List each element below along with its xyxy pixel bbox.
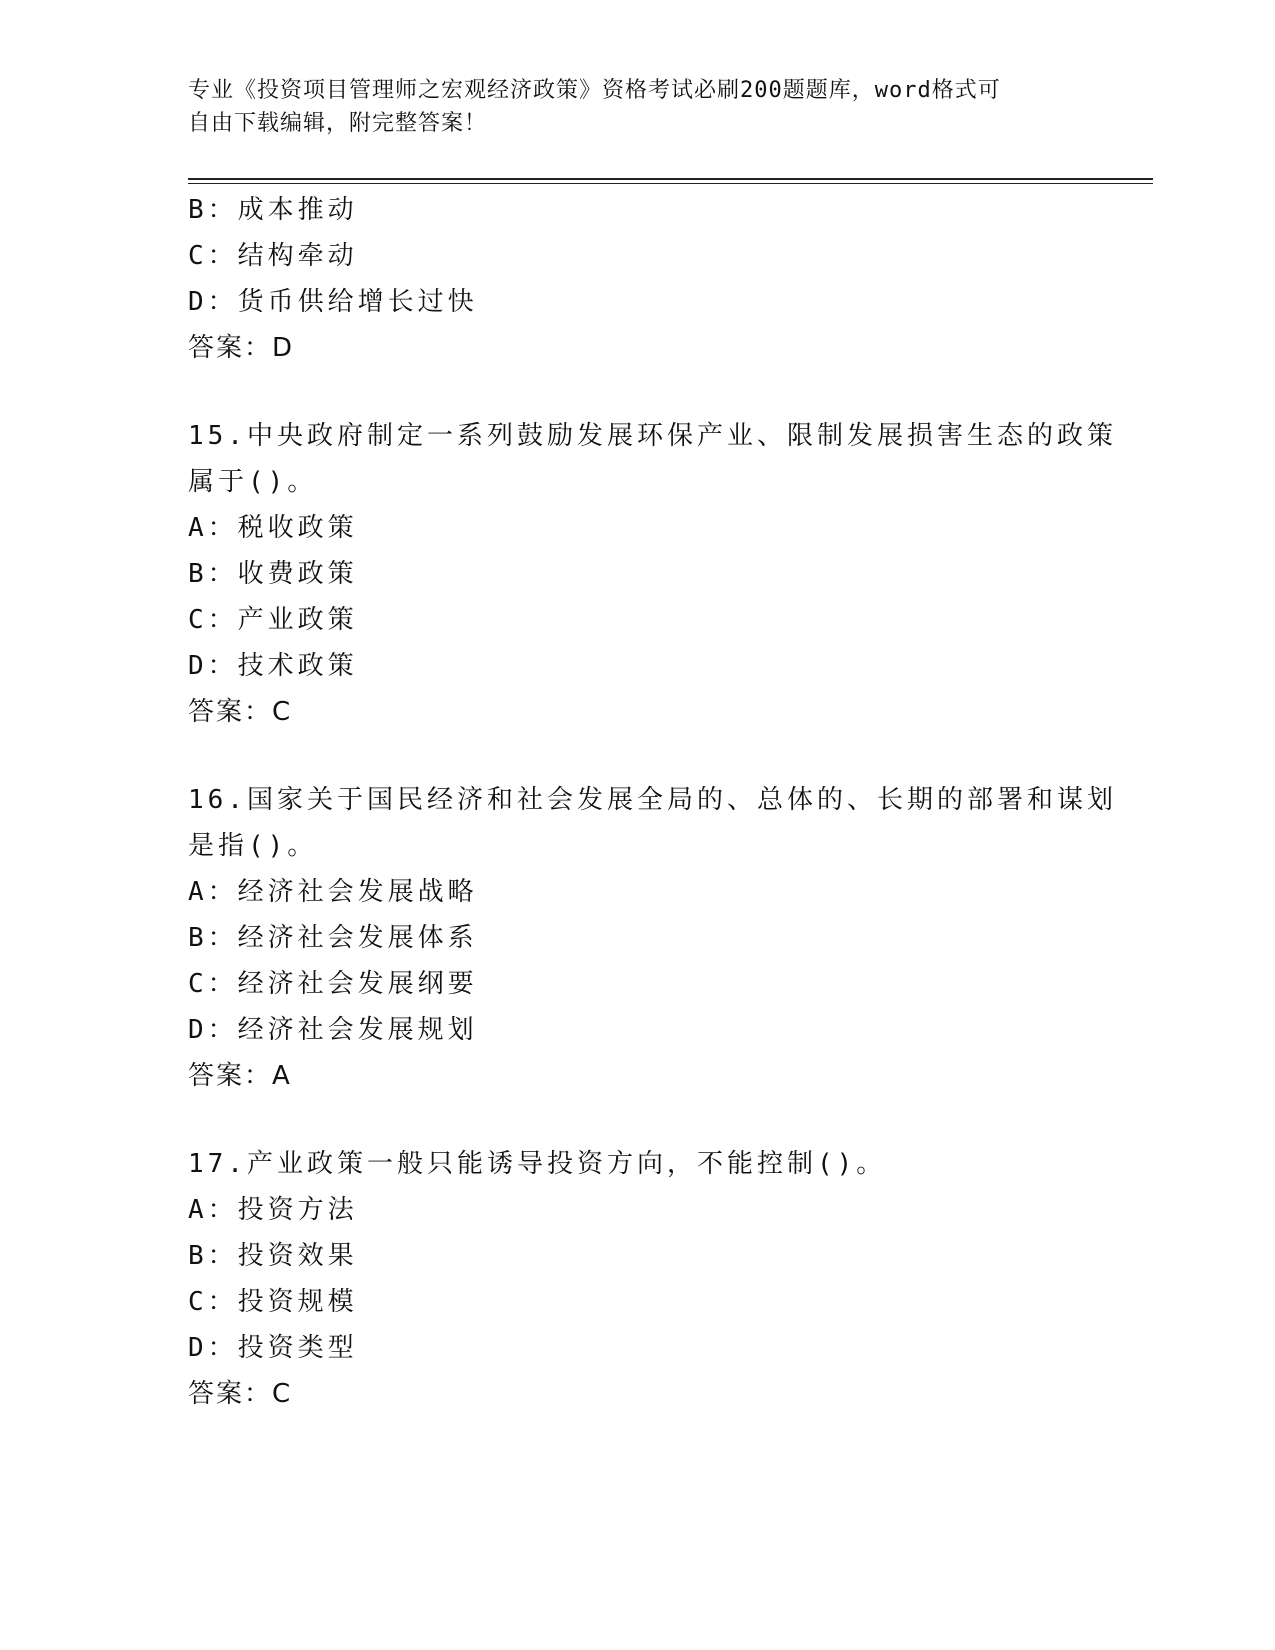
header-divider-thick [188,178,1153,180]
option-d: D：货币供给增长过快 [188,287,478,317]
option-c: C：投资规模 [188,1287,358,1317]
question-text-line-2: 属于()。 [188,467,318,497]
header-line-1: 专业《投资项目管理师之宏观经济政策》资格考试必刷200题题库，word格式可 [188,78,1001,103]
header-line-2: 自由下载编辑，附完整答案！ [188,111,488,136]
question-text-line-1: 15.中央政府制定一系列鼓励发展环保产业、限制发展损害生态的政策 [188,421,1117,451]
option-b: B：经济社会发展体系 [188,923,478,953]
question-text-line-1: 17.产业政策一般只能诱导投资方向，不能控制()。 [188,1149,887,1179]
document-header [188,74,1088,140]
option-b: B：投资效果 [188,1241,358,1271]
header-divider-thin [188,183,1153,184]
option-b: B：成本推动 [188,195,358,225]
question-text-line-1: 16.国家关于国民经济和社会发展全局的、总体的、长期的部署和谋划 [188,785,1117,815]
question-text-line-2: 是指()。 [188,831,318,861]
option-d: D：技术政策 [188,651,358,681]
option-c: C：产业政策 [188,605,358,635]
option-d: D：投资类型 [188,1333,358,1363]
option-b: B：收费政策 [188,559,358,589]
option-a: A：经济社会发展战略 [188,877,478,907]
option-c: C：经济社会发展纲要 [188,969,478,999]
question-15 [188,413,1117,735]
answer: 答案：D [188,333,295,363]
option-a: A：投资方法 [188,1195,358,1225]
question-content [188,187,1117,1417]
option-c: C：结构牵动 [188,241,358,271]
answer: 答案：C [188,1379,293,1409]
question-17 [188,1141,1088,1417]
question-14 [188,187,1088,371]
option-d: D：经济社会发展规划 [188,1015,478,1045]
answer: 答案：A [188,1061,292,1091]
question-16 [188,777,1117,1099]
option-a: A：税收政策 [188,513,358,543]
answer: 答案：C [188,697,293,727]
